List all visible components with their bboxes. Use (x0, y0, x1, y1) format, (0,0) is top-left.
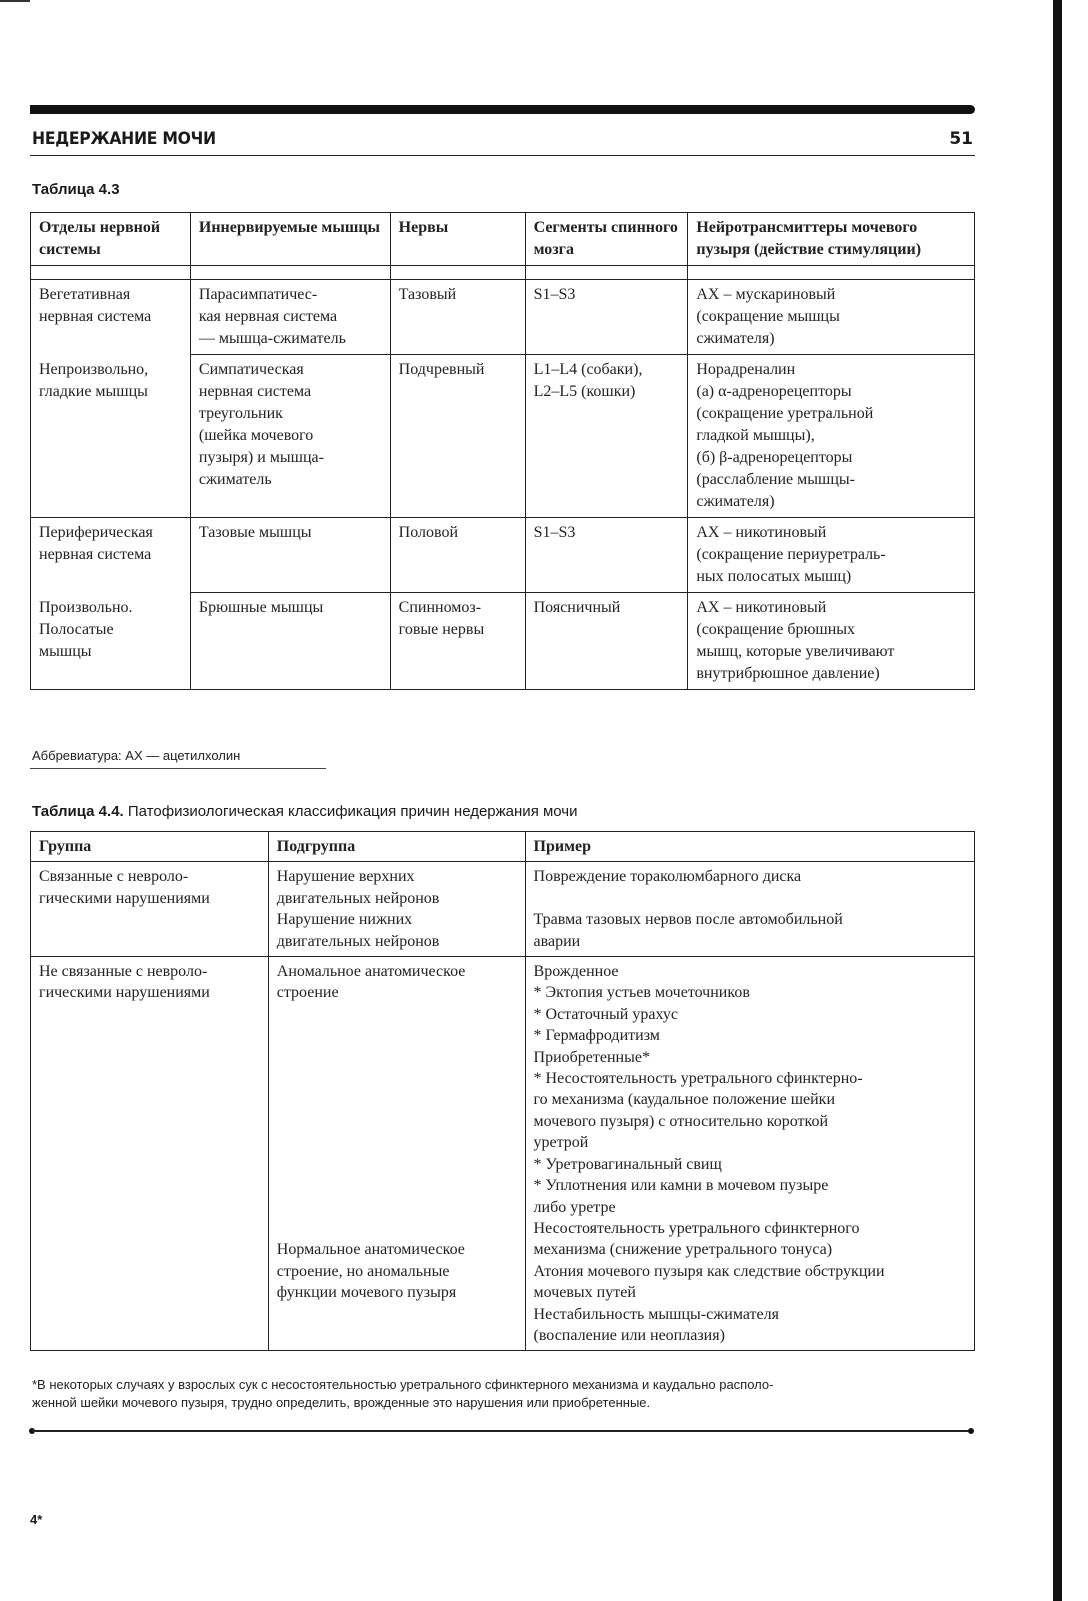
table1-header-spacer (31, 266, 975, 280)
table1-cell: Брюшные мышцы (190, 593, 390, 690)
table1-row (31, 593, 975, 690)
running-title: НЕДЕРЖАНИЕ МОЧИ (32, 129, 216, 149)
signature-mark: 4* (30, 1512, 43, 1527)
table2-col-header: Группа (31, 832, 269, 862)
table1-cell: Половой (390, 518, 525, 593)
table1-cell: Подчревный (390, 355, 525, 518)
table1-cell: Произвольно. Полосатые мышцы (31, 593, 191, 690)
running-header (30, 127, 975, 156)
corner-mark (0, 0, 30, 2)
table2-cell: Врожденное * Эктопия устьев мочеточников * Остаточный урахус * Гермафродитизм Приобретенные* * Несостоятельность уретрального сфинктерно- го механизма (каудальное положение шейки мочевого пузыря) с относительно короткой уретрой * Уретровагинальный свищ * Уплотнения или камни в мочевом пузыре либо уретре Несостоятельность уретрального сфинктерного механизма (снижение уретрального тонуса) Атония мочевого пузыря как следствие обструкции мочевых путей Нестабильность мышцы-сжимателя (воспаление или неоплазия) (525, 957, 974, 1351)
table1-cell: Тазовые мышцы (190, 518, 390, 593)
table2-cell: Повреждение тораколюмбарного диска Травма тазовых нервов после автомобильной аварии (525, 862, 974, 957)
table1-cell: АХ – мускариновый (сокращение мышцы сжимателя) (688, 280, 975, 355)
table1-cell: Спинномоз- говые нервы (390, 593, 525, 690)
table1-cell: АХ – никотиновый (сокращение периуретраль- ных полосатых мышц) (688, 518, 975, 593)
page-edge-shadow (1053, 0, 1062, 1601)
table2-row (31, 862, 975, 957)
table2-cell: Не связанные с невроло- гическими нарушениями (31, 957, 269, 1351)
table1-header-row (31, 213, 975, 266)
table1-row (31, 280, 975, 355)
table1-row (31, 518, 975, 593)
header-rule (30, 105, 975, 114)
table1-col-header: Иннервируемые мышцы (190, 213, 390, 266)
table2-caption-label: Таблица 4.4. (32, 803, 124, 820)
table1-col-header: Нервы (390, 213, 525, 266)
page-number: 51 (949, 129, 973, 149)
table2-header-row (31, 832, 975, 862)
table2-caption (32, 803, 578, 820)
bottom-rule (32, 1430, 972, 1432)
table1-caption-label: Таблица 4.3 (32, 181, 120, 198)
table2-col-header: Пример (525, 832, 974, 862)
table2-col-header: Подгруппа (268, 832, 525, 862)
table2-caption-text: Патофизиологическая классификация причин недержания мочи (123, 803, 578, 820)
table1-caption (32, 181, 120, 198)
table1-cell: Тазовый (390, 280, 525, 355)
table1-col-header: Сегменты спинного мозга (525, 213, 688, 266)
table2-cell: Нарушение верхних двигательных нейронов Нарушение нижних двигательных нейронов (268, 862, 525, 957)
table1-footnote-rule (30, 768, 326, 769)
table2-footnote: *В некоторых случаях у взрослых сук с несостоятельностью уретрального сфинктерного механизма и каудально располо- женной шейки мочевого пузыря, трудно определить, врожденные это нарушения или приобретенные. (32, 1377, 774, 1410)
table1-col-header: Отделы нервной системы (31, 213, 191, 266)
table1-cell: Непроизвольно, гладкие мышцы (31, 355, 191, 518)
table-4-3 (30, 212, 975, 690)
table1-cell: S1–S3 (525, 280, 688, 355)
table1-cell: Вегетативная нервная система (31, 280, 191, 355)
table1-cell: Парасимпатичес- кая нервная система — мышца-сжиматель (190, 280, 390, 355)
table2-cell: Аномальное анатомическое строение Нормальное анатомическое строение, но аномальные функции мочевого пузыря (268, 957, 525, 1351)
table1-col-header: Нейротрансмиттеры мочевого пузыря (действие стимуляции) (688, 213, 975, 266)
table1-row (31, 355, 975, 518)
table1-cell: S1–S3 (525, 518, 688, 593)
table2-row (31, 957, 975, 1351)
table1-cell: Поясничный (525, 593, 688, 690)
table-4-4 (30, 831, 975, 1351)
table1-footnote: Аббревиатура: АХ — ацетилхолин (32, 748, 241, 763)
table1-cell: АХ – никотиновый (сокращение брюшных мышц, которые увеличивают внутрибрюшное давление) (688, 593, 975, 690)
rule-end-dot-right (968, 1428, 974, 1434)
table1-cell: Периферическая нервная система (31, 518, 191, 593)
table1-cell: L1–L4 (собаки), L2–L5 (кошки) (525, 355, 688, 518)
table1-cell: Симпатическая нервная система треугольник (шейка мочевого пузыря) и мышца- сжиматель (190, 355, 390, 518)
table1-cell: Норадреналин (а) α-адренорецепторы (сокращение уретральной гладкой мышцы), (б) β-адренорецепторы (расслабление мышцы- сжимателя) (688, 355, 975, 518)
table2-cell: Связанные с невроло- гическими нарушениями (31, 862, 269, 957)
